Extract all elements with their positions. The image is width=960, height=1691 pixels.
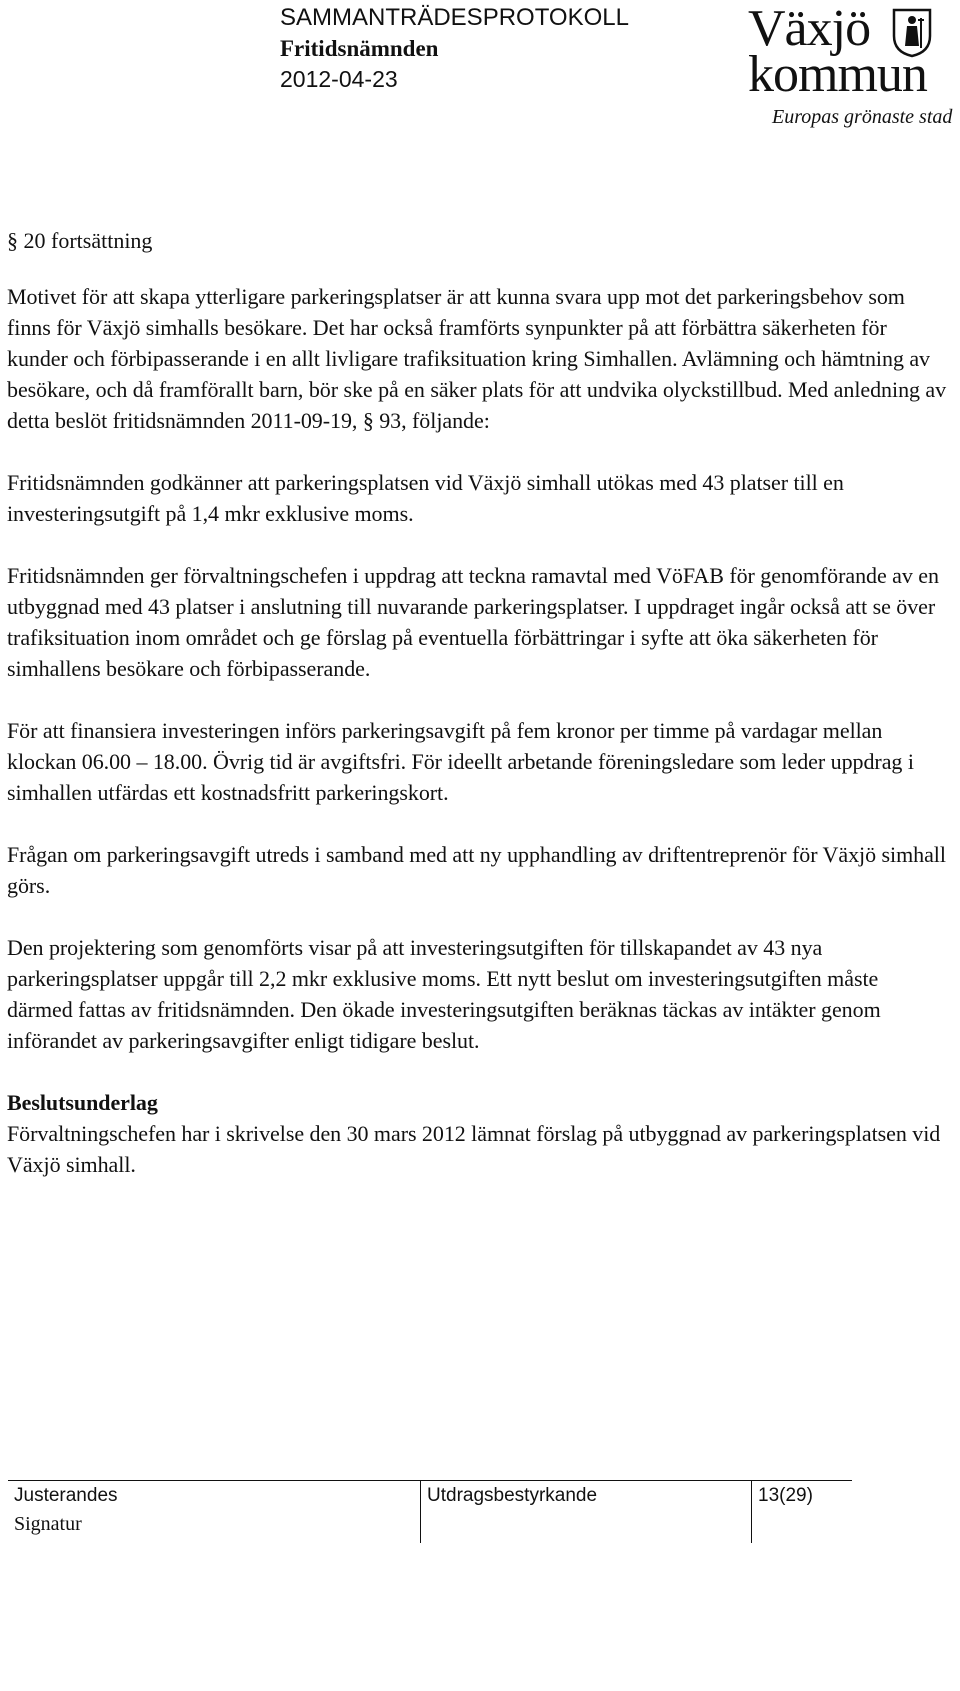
document-body xyxy=(7,226,947,1180)
paragraph-motive: Motivet för att skapa ytterligare parkeringsplatser är att kunna svara upp mot det parkeringsbehov som finns för Växjö simhalls besökare. Det har också framförts synpunkter på att förbättra säkerheten för kunder och förbipasserande i en allt livligare trafiksituation kring Simhallen. Avlämning och hämtning av besökare, och då framförallt barn, bör ske på en säker plats för att undvika olyckstillbud. Med anledning av detta beslöt fritidsnämnden 2011-09-19, § 93, följande: xyxy=(7,284,947,433)
document-header xyxy=(280,2,750,94)
logo-line-2: kommun xyxy=(748,46,927,103)
footer-justerandes-label: Justerandes xyxy=(14,1485,118,1506)
page-number: 13(29) xyxy=(758,1485,813,1506)
footer-signatur-label: Signatur xyxy=(14,1513,82,1535)
footer-utdragsbestyrkande-label: Utdragsbestyrkande xyxy=(427,1485,598,1506)
logo-tagline: Europas grönaste stad xyxy=(772,106,953,128)
paragraph-procurement: Frågan om parkeringsavgift utreds i samband med att ny upphandling av driftentreprenör för Växjö simhall görs. xyxy=(7,842,946,898)
meeting-date: 2012-04-23 xyxy=(280,66,398,92)
decision-basis xyxy=(7,1087,947,1180)
document-type-title: SAMMANTRÄDESPROTOKOLL xyxy=(280,4,629,31)
footer-justerandes-cell xyxy=(8,1480,421,1543)
paragraph-financing: För att finansiera investeringen införs parkeringsavgift på fem kronor per timme på vardagar mellan klockan 06.00 – 18.00. Övrig tid är avgiftsfri. För ideellt arbetande föreningsledare som leder uppdrag i simhallen utfärdas ett kostnadsfritt parkeringskort. xyxy=(7,718,914,805)
paragraph-approval: Fritidsnämnden godkänner att parkeringsplatsen vid Växjö simhall utökas med 43 platser till en investeringsutgift på 1,4 mkr exklusive moms. xyxy=(7,470,844,526)
decision-basis-heading: Beslutsunderlag xyxy=(7,1090,158,1115)
section-heading: § 20 fortsättning xyxy=(7,228,153,253)
vaxjo-kommun-logo xyxy=(748,0,960,132)
logo-line-1: Växjö xyxy=(748,0,871,57)
paragraph-assignment: Fritidsnämnden ger förvaltningschefen i uppdrag att teckna ramavtal med VöFAB för genomförande av en utbyggnad med 43 platser i anslutning till nuvarande parkeringsplatser. I uppdraget ingår också att se över trafiksituation inom området och ge förslag på eventuella förbättringar i syfte att öka säkerheten för simhallens besökare och förbipasserande. xyxy=(7,563,939,681)
footer-utdrag-cell xyxy=(421,1480,752,1543)
signature-footer xyxy=(0,1480,960,1542)
decision-basis-text: Förvaltningschefen har i skrivelse den 30 mars 2012 lämnat förslag på utbyggnad av parkeringsplatsen vid Växjö simhall. xyxy=(7,1121,941,1177)
footer-page-cell xyxy=(752,1480,852,1543)
committee-name: Fritidsnämnden xyxy=(280,36,439,61)
paragraph-projection: Den projektering som genomförts visar på att investeringsutgiften för tillskapandet av 43 nya parkeringsplatser uppgår till 2,2 mkr exklusive moms. Ett nytt beslut om investeringsutgiften måste därmed fattas av fritidsnämnden. Den ökade investeringsutgiften beräknas täckas av intäkter genom införandet av parkeringsavgifter enligt tidigare beslut. xyxy=(7,935,881,1053)
